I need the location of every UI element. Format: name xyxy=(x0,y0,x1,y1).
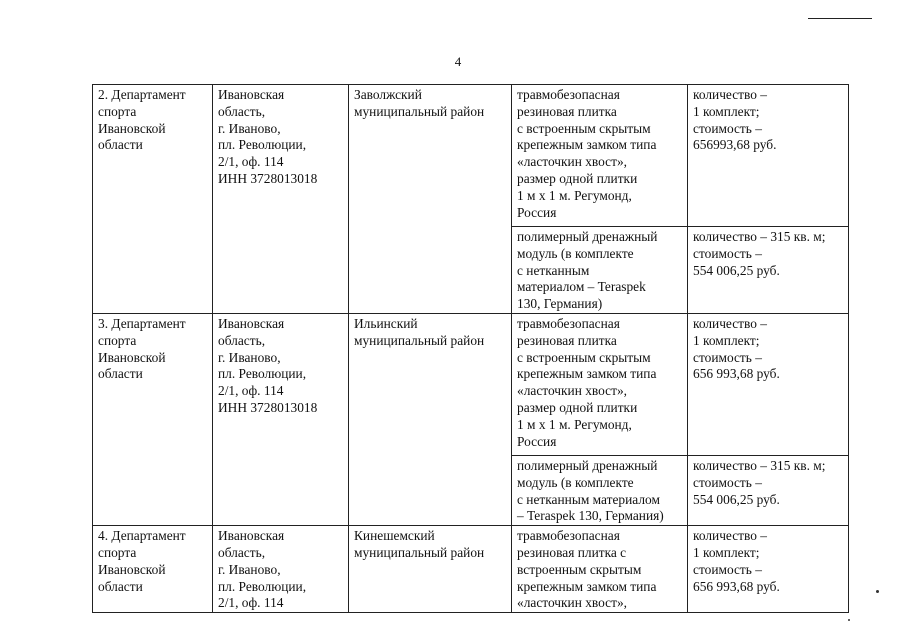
header-rule xyxy=(808,18,872,19)
district-cell: Ильинский муниципальный район xyxy=(349,313,512,525)
quantity-cell: количество – 1 комплект; стоимость – 656 993,68 руб. xyxy=(688,313,849,455)
address-cell: Ивановская область, г. Иваново, пл. Революции, 2/1, оф. 114 xyxy=(213,526,349,613)
product-cell: травмобезопасная резиновая плитка с встроенным скрытым крепежным замком типа «ласточкин хвост», xyxy=(512,526,688,613)
supply-table xyxy=(92,84,849,613)
table-row xyxy=(93,85,849,227)
address-cell: Ивановская область, г. Иваново, пл. Революции, 2/1, оф. 114 ИНН 3728013018 xyxy=(213,313,349,525)
org-cell: 2. Департамент спорта Ивановской области xyxy=(93,85,213,314)
org-cell: 3. Департамент спорта Ивановской области xyxy=(93,313,213,525)
table-row xyxy=(93,313,849,455)
scan-speck xyxy=(848,619,850,621)
quantity-cell: количество – 1 комплект; стоимость – 656 993,68 руб. xyxy=(688,526,849,613)
scan-speck xyxy=(876,590,879,593)
page-number: 4 xyxy=(454,54,462,69)
address-cell: Ивановская область, г. Иваново, пл. Революции, 2/1, оф. 114 ИНН 3728013018 xyxy=(213,85,349,314)
quantity-cell: количество – 315 кв. м; стоимость – 554 006,25 руб. xyxy=(688,455,849,525)
district-cell: Кинешемский муниципальный район xyxy=(349,526,512,613)
product-cell: травмобезопасная резиновая плитка с встроенным скрытым крепежным замком типа «ласточкин хвост», размер одной плитки 1 м х 1 м. Регумонд, Россия xyxy=(512,313,688,455)
product-cell: травмобезопасная резиновая плитка с встроенным скрытым крепежным замком типа «ласточкин хвост», размер одной плитки 1 м х 1 м. Регумонд, Россия xyxy=(512,85,688,227)
product-cell: полимерный дренажный модуль (в комплекте с нетканным материалом – Teraspek 130, Германия) xyxy=(512,227,688,314)
district-cell: Заволжский муниципальный район xyxy=(349,85,512,314)
table-row xyxy=(93,526,849,613)
quantity-cell: количество – 1 комплект; стоимость – 656993,68 руб. xyxy=(688,85,849,227)
product-cell: полимерный дренажный модуль (в комплекте с нетканным материалом – Teraspek 130, Германия) xyxy=(512,455,688,525)
org-cell: 4. Департамент спорта Ивановской области xyxy=(93,526,213,613)
quantity-cell: количество – 315 кв. м; стоимость – 554 006,25 руб. xyxy=(688,227,849,314)
